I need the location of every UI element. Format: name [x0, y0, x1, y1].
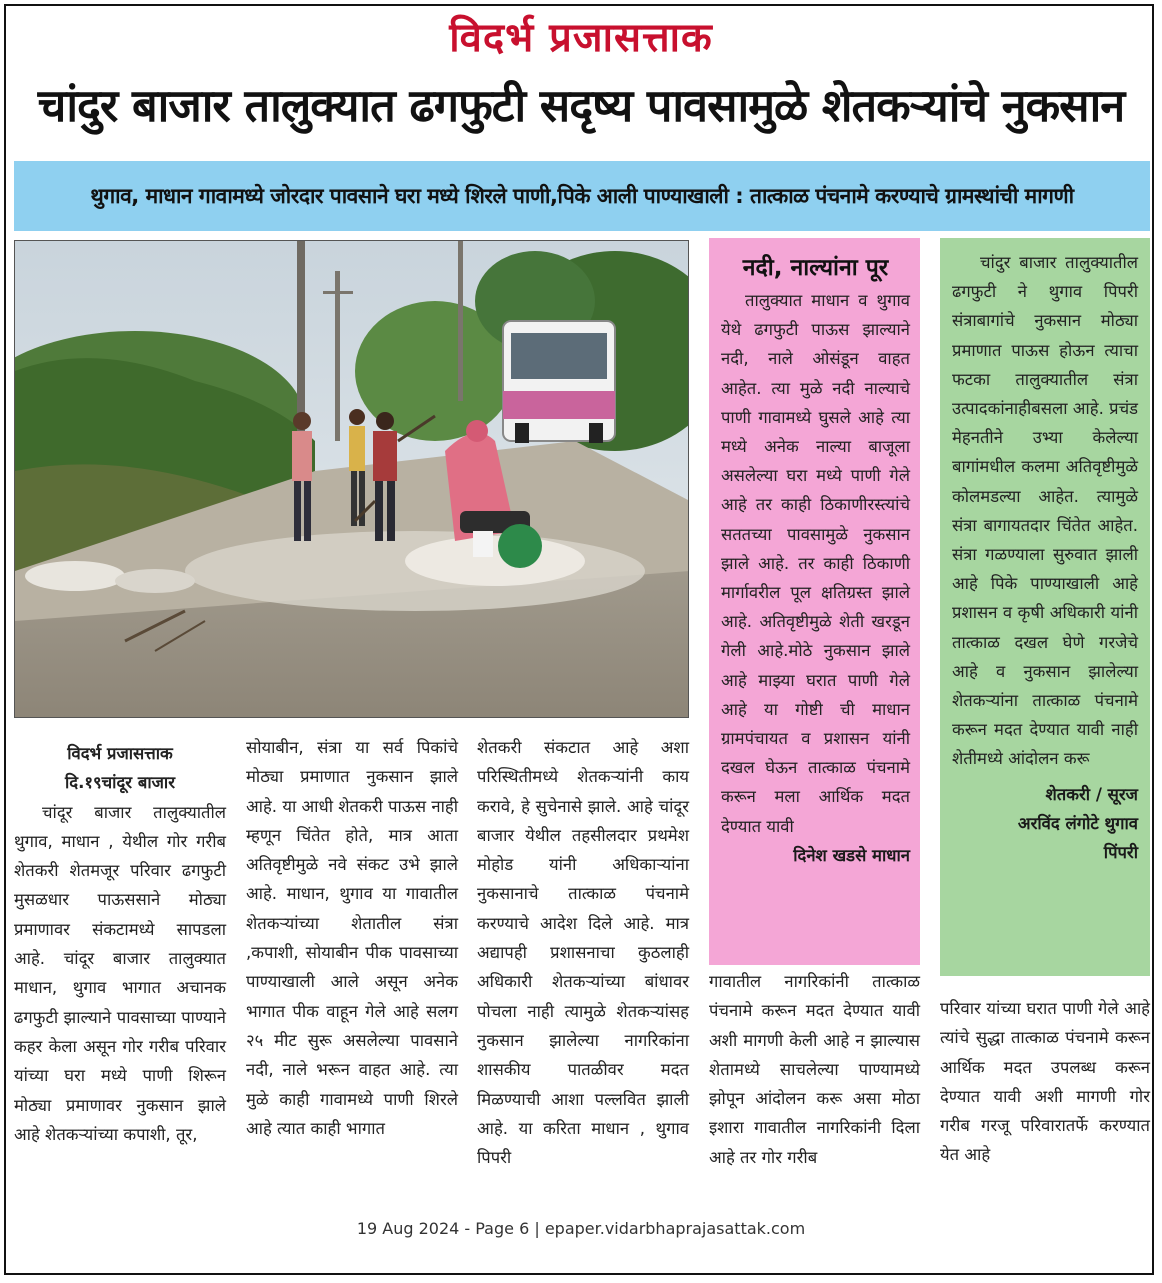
dateline-publication: विदर्भ प्रजासत्ताक — [67, 744, 173, 763]
orange-orchard-box — [940, 238, 1150, 976]
article-text-col3: शेतकरी संकटात आहे अशा परिस्थितीमध्ये शेतकऱ्यांनी काय करावे, हे सुचेनासे झाले. आहे चांदूर बाजार येथील तहसीलदार प्रथमेश मोहोड यांनी अधिकाऱ्यांना नुकसानाचे तात्काळ पंचनामे करण्याचे आदेश दिले आहे. मात्र अद्यापही प्रशासनाचा कुठलाही अधिकारी शेतकऱ्यांच्या बांधावर पोचला नाही त्यामुळे शेतकऱ्यांसह नुकसान झालेल्या नागरिकांना शासकीय पातळीवर मदत मिळण्याची आशा पल्लवित झाली आहे. या करिता माधान , थुगाव पिपरी — [477, 738, 689, 1168]
river-flood-box — [709, 238, 920, 965]
article-column-2 — [246, 733, 458, 1143]
flooded-road-photo — [14, 240, 689, 718]
orange-orchard-text: चांदुर बाजार तालुक्यातील ढगफुटी ने थुगाव पिपरी संत्राबागांचे नुकसान मोठ्या प्रमाणात पाऊस होऊन त्याचा फटका तालुक्यातील संत्रा उत्पादकांनाहीबसला आहे. प्रचंड मेहनतीने उभ्या केलेल्या बागांमधील कलमा अतिवृष्टीमुळे कोलमडल्या आहेत. त्यामुळे संत्रा बागायतदार चिंतेत आहेत. संत्रा गळण्याला सुरुवात झाली आहे पिके पाण्याखाली आहे प्रशासन व कृषी अधिकारी यांनी तात्काळ दखल घेणे गरजेचे आहे व नुकसान झालेल्या शेतकऱ्यांना तात्काळ पंचनामे करून मदत देण्यात यावी नाही शेतीमध्ये आंदोलन करू — [952, 253, 1138, 769]
newspaper-masthead: विदर्भ प्रजासत्ताक — [449, 15, 713, 61]
signature-line-1: शेतकरी / सूरज — [1045, 784, 1138, 804]
article-column-1 — [14, 739, 226, 1149]
article-text-col5: परिवार यांच्या घरात पाणी गेले आहे त्यांचे सुद्धा तात्काळ पंचनामे करून आर्थिक मदत उपलब्ध करून देण्यात यावी अशी मागणी गोर गरीब गरजू परिवारातर्फे करण्यात येत आहे — [940, 999, 1150, 1165]
subheadline-banner — [14, 161, 1150, 231]
article-column-3 — [477, 733, 689, 1172]
signature-line-3: पिंपरी — [1103, 842, 1138, 862]
signature-line-2: अरविंद लंगोटे थुगाव — [1017, 813, 1138, 833]
river-flood-signature: दिनेश खडसे माधान — [793, 845, 910, 865]
headline: चांदुर बाजार तालुक्यात ढगफुटी सदृष्य पावसामुळे शेतकऱ्यांचे नुकसान — [37, 79, 1125, 132]
article-column-4 — [709, 967, 920, 1172]
orange-orchard-signature — [952, 780, 1138, 867]
article-text-col1: चांदूर बाजार तालुक्यातील थुगाव, माधान , येथील गोर गरीब शेतकरी शेतमजूर परिवार ढगफुटी मुसळधार पाऊससाने मोठ्या प्रमाणावर संकटामध्ये सापडला आहे. चांदूर बाजार तालुक्यात माधान, थुगाव भागात अचानक ढगफुटी झाल्याने पावसाच्या पाण्याने कहर केला असून गोर गरीब परिवार यांच्या घरा मध्ये पाणी शिरून मोठ्या प्रमाणावर नुकसान झाले आहे शेतकऱ्यांच्या कपाशी, तूर, — [14, 802, 226, 1144]
article-text-col2: सोयाबीन, संत्रा या सर्व पिकांचे मोठ्या प्रमाणात नुकसान झाले आहे. या आधी शेतकरी पाऊस नाही म्हणून चिंतेत होते, मात्र आता अतिवृष्टीमुळे नवे संकट उभे झाले आहे. माधान, थुगाव या गावातील शेतकऱ्यांच्या शेतातील संत्रा ,कपाशी, सोयाबीन पीक पावसाच्या पाण्याखाली आले असून अनेक भागात पीक वाहून गेले आहे सलग २५ मीट सुरू असलेल्या पावसाने नदी, नाले भरून वाहत आहे. त्या मुळे काही गावामध्ये पाणी शिरले आहे त्यात काही भागात — [246, 738, 458, 1138]
river-flood-text: तालुक्यात माधान व थुगाव येथे ढगफुटी पाऊस झाल्याने नदी, नाले ओसंडून वाहत आहेत. त्या मुळे नदी नाल्याचे पाणी गावामध्ये घुसले आहे त्या मध्ये अनेक नाल्या बाजूला असलेल्या घरा मध्ये पाणी गेले आहे तर काही ठिकाणीरस्त्यांचे सततच्या पावसामुळे नुकसान झाले आहे. तर काही ठिकाणी मार्गावरील पूल क्षतिग्रस्त झाले आहे. अतिवृष्टीमुळे शेती खरडून गेली आहे.मोठे नुकसान झाले आहे माझ्या घरात पाणी गेले आहे या गोष्टी ची माधान ग्रामपंचायत व प्रशासन यांनी दखल घेऊन तात्काळ पंचनामे करून मला आर्थिक मदत देण्यात यावी — [721, 291, 910, 836]
article-column-5 — [940, 994, 1150, 1170]
dateline-place: दि.१९चांदूर बाजार — [64, 773, 176, 793]
page-footer: 19 Aug 2024 - Page 6 | epaper.vidarbhaprajasattak.com — [356, 1219, 806, 1238]
article-text-col4: गावातील नागरिकांनी तात्काळ पंचनामे करून मदत देण्यात यावी अशी मागणी केली आहे न झाल्यास शेतामध्ये साचलेल्या पाण्यामध्ये झोपून आंदोलन करू असा मोठा इशारा गावातील नागरिकांनी दिला आहे तर गोर गरीब — [709, 972, 920, 1167]
river-flood-title: नदी, नाल्यांना पूर — [742, 255, 889, 281]
subheadline-text: थुगाव, माधान गावामध्ये जोरदार पावसाने घरा मध्ये शिरले पाणी,पिके आली पाण्याखाली : तात्काळ पंचनामे करण्याचे ग्रामस्थांची मागणी — [90, 184, 1074, 208]
